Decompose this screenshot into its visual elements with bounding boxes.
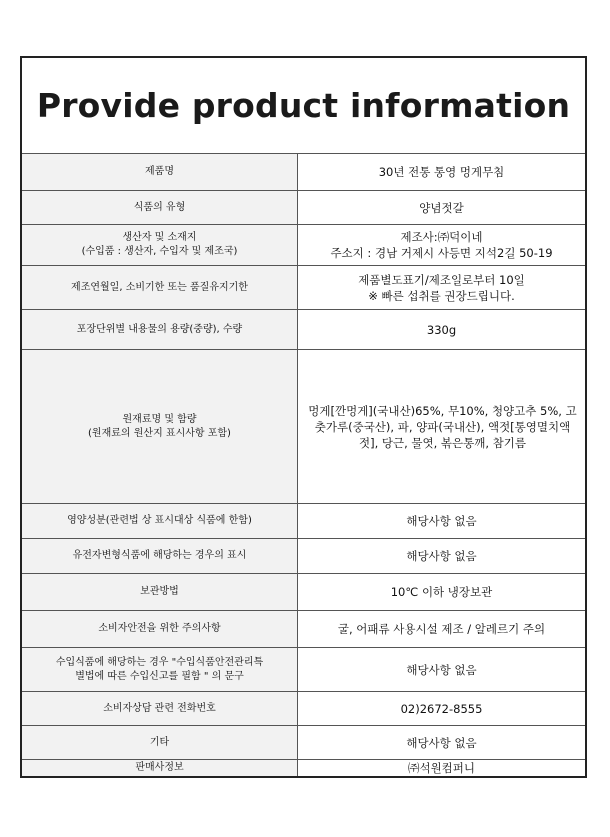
row-product-name <box>22 154 585 191</box>
row-nutrition <box>22 504 585 539</box>
row-label: 보관방법 <box>22 574 298 610</box>
row-ingredients <box>22 350 585 504</box>
row-value: 멍게[깐멍게](국내산)65%, 무10%, 청양고추 5%, 고춧가루(중국산), 파, 양파(국내산), 액젓[통영멸치액젓], 당근, 물엿, 볶은통깨, 참기름 <box>308 403 577 450</box>
row-label: 소비자상담 관련 전화번호 <box>22 692 298 725</box>
row-storage <box>22 574 585 611</box>
row-import-notice <box>22 648 585 692</box>
row-value: 해당사항 없음 <box>406 735 477 750</box>
row-label: 제품명 <box>22 154 298 190</box>
row-value: 30년 전통 통영 멍게무침 <box>378 165 505 179</box>
row-value: 02)2672-8555 <box>400 701 483 716</box>
row-etc <box>22 726 585 760</box>
row-gmo <box>22 539 585 574</box>
row-label: 제조연월일, 소비기한 또는 품질유지기한 <box>22 266 298 309</box>
row-label: 식품의 유형 <box>22 191 298 224</box>
row-label: 원재료명 및 함량 (원재료의 원산지 표시사항 포함) <box>22 350 298 503</box>
row-label: 영양성분(관련법 상 표시대상 식품에 한함) <box>22 504 298 538</box>
row-label: 포장단위별 내용물의 용량(중량), 수량 <box>22 310 298 349</box>
product-info-sheet <box>20 56 587 778</box>
row-value: 해당사항 없음 <box>406 662 477 677</box>
row-label: 소비자안전을 위한 주의사항 <box>22 611 298 647</box>
info-table <box>22 154 585 776</box>
row-phone <box>22 692 585 726</box>
row-capacity <box>22 310 585 350</box>
row-value: 제품별도표기/제조일로부터 10일 ※ 빠른 섭취를 권장드립니다. <box>358 272 525 303</box>
row-label: 수입식품에 해당하는 경우 "수입식품안전관리특 별법에 따른 수입신고를 필함 " 의 문구 <box>22 648 298 691</box>
row-value: 제조사:㈜덕이네 주소지 : 경남 거제시 사등면 지석2길 50-19 <box>330 230 553 260</box>
row-label: 판매사정보 <box>22 760 298 776</box>
row-producer-address <box>22 225 585 266</box>
row-label: 유전자변형식품에 해당하는 경우의 표시 <box>22 539 298 573</box>
row-value: 해당사항 없음 <box>406 549 477 563</box>
row-seller <box>22 760 585 776</box>
row-value: 10℃ 이하 냉장보관 <box>390 585 493 599</box>
row-value: 굴, 어패류 사용시설 제조 / 알레르기 주의 <box>337 622 546 636</box>
row-value: 해당사항 없음 <box>406 514 477 528</box>
row-expiration <box>22 266 585 310</box>
row-label: 생산자 및 소재지 (수입품 : 생산자, 수입자 및 제조국) <box>22 225 298 265</box>
title-box <box>22 58 585 154</box>
row-safety <box>22 611 585 648</box>
row-food-type <box>22 191 585 225</box>
row-value: ㈜석원컴퍼니 <box>407 761 476 775</box>
page-title: Provide product information <box>36 86 571 125</box>
row-value: 양념젓갈 <box>419 200 464 215</box>
row-label: 기타 <box>22 726 298 759</box>
row-value: 330g <box>426 322 457 337</box>
